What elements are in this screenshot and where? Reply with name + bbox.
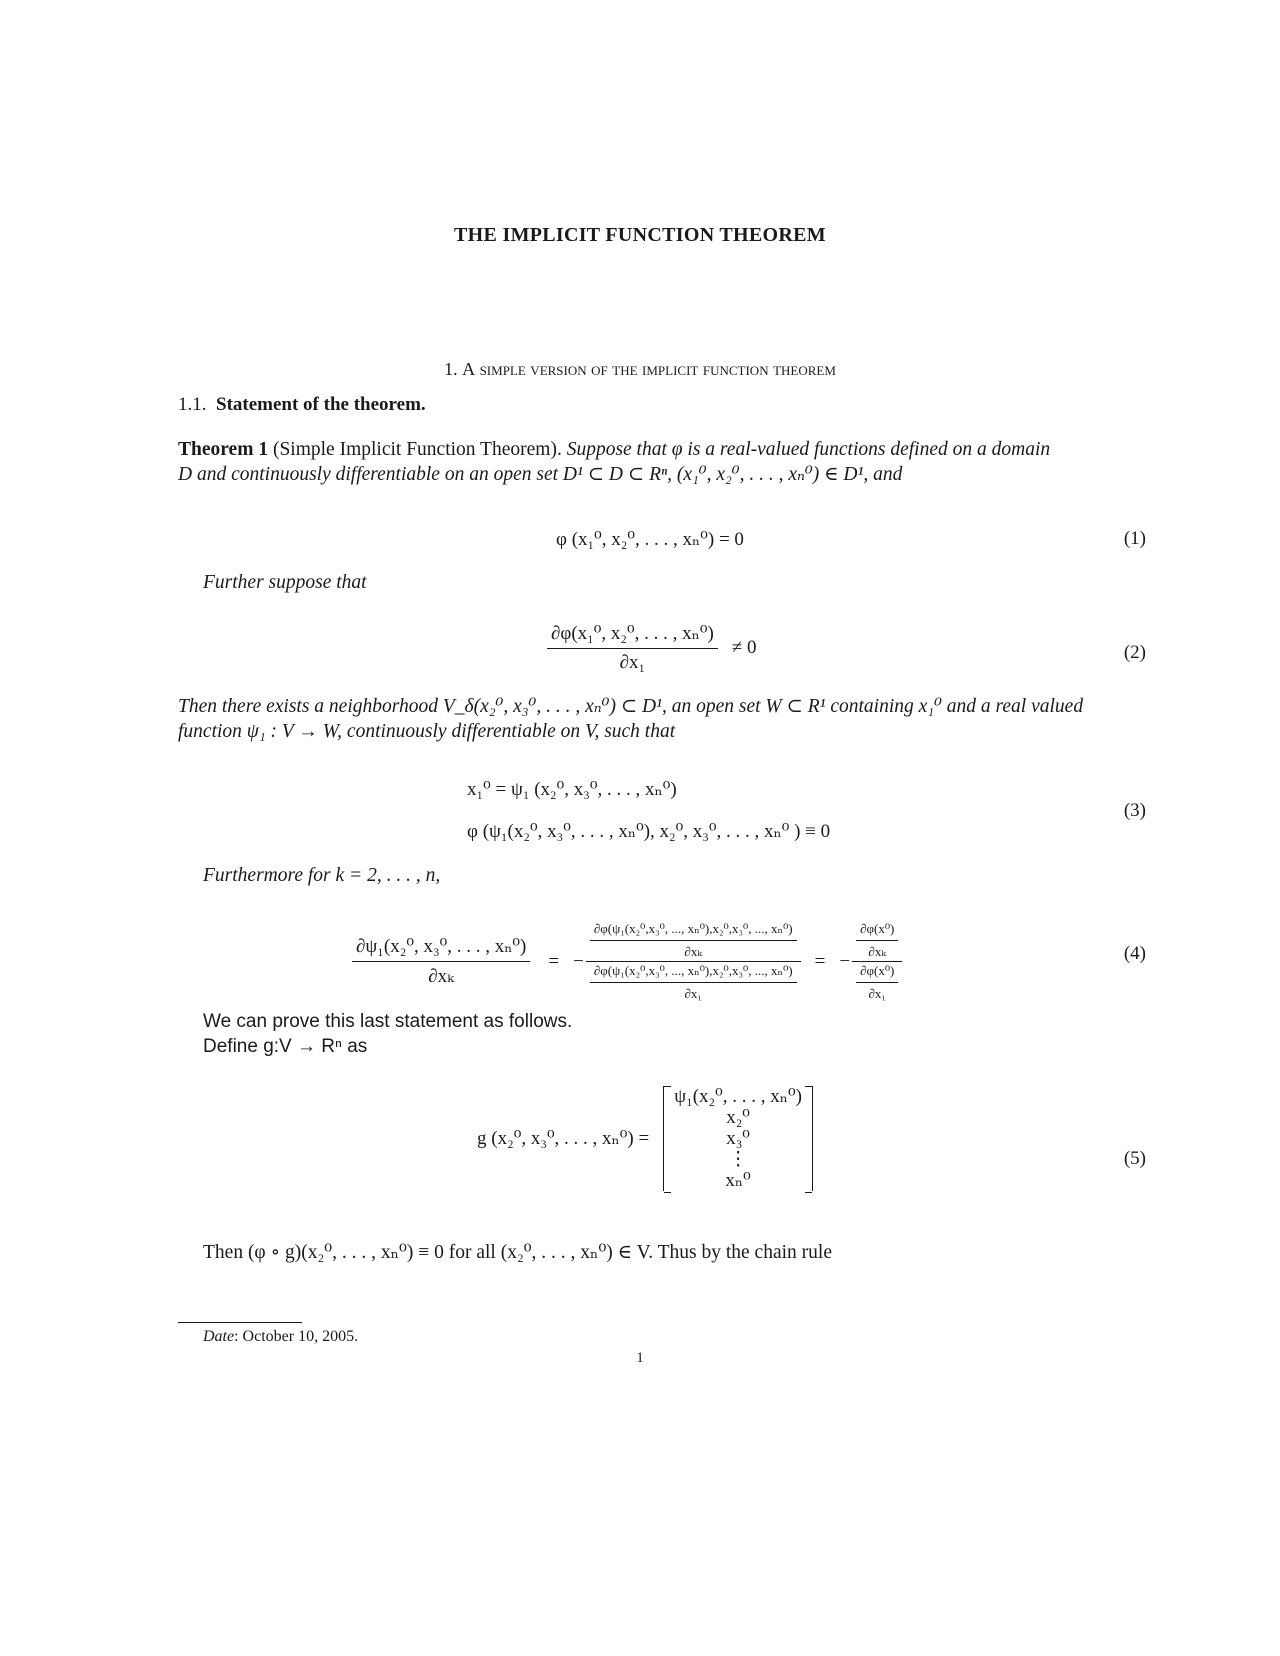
- matrix-entry: x₃⁰: [726, 1128, 750, 1149]
- equation-4-right-bottom: [856, 962, 898, 1002]
- equation-4-minus-2: −: [839, 950, 851, 972]
- section-heading: [0, 359, 1280, 380]
- equation-4-middle-top-numerator: ∂φ(ψ₁(x₂⁰,x₃⁰, ..., xₙ⁰),x₂⁰,x₃⁰, ..., xₙ⁰): [590, 921, 797, 941]
- equation-2-numerator: ∂φ(x₁⁰, x₂⁰, . . . , xₙ⁰): [547, 622, 718, 649]
- theorem-label: Theorem 1: [178, 439, 269, 460]
- equation-4-right-top-numerator: ∂φ(x⁰): [856, 921, 898, 941]
- equation-4-right-top-denominator: ∂xₖ: [868, 944, 887, 959]
- then-exists-statement: [178, 694, 1142, 744]
- equation-5: [477, 1086, 813, 1191]
- equation-5-lhs: g (x₂⁰, x₃⁰, . . . , xₙ⁰) =: [477, 1128, 650, 1149]
- subsection-number: 1.1.: [178, 394, 207, 415]
- equation-4-middle: [586, 921, 801, 1002]
- equation-2: [547, 622, 757, 674]
- theorem-name: (Simple Implicit Function Theorem).: [272, 439, 562, 460]
- matrix-entry: xₙ⁰: [725, 1170, 751, 1191]
- equation-4-lhs-numerator: ∂ψ₁(x₂⁰, x₃⁰, . . . , xₙ⁰): [352, 935, 530, 962]
- equation-4-middle-bottom-denominator: ∂x₁: [684, 986, 702, 1001]
- equation-3-line-1: x₁⁰ = ψ₁ (x₂⁰, x₃⁰, . . . , xₙ⁰): [467, 779, 677, 800]
- matrix-entry: ψ₁(x₂⁰, . . . , xₙ⁰): [674, 1086, 802, 1107]
- equation-3-number: (3): [1123, 800, 1146, 821]
- define-line: Define g:V → Rⁿ as: [203, 1036, 368, 1057]
- equation-1: φ (x₁⁰, x₂⁰, . . . , xₙ⁰) = 0: [556, 529, 744, 550]
- equation-3-line-2: φ (ψ₁(x₂⁰, x₃⁰, . . . , xₙ⁰), x₂⁰, x₃⁰, . . . , xₙ⁰ ) ≡ 0: [467, 821, 831, 842]
- equation-2-denominator: ∂x₁: [619, 652, 646, 673]
- then-text-1: Then there exists a neighborhood V_δ(x₂⁰, x₃⁰, . . . , xₙ⁰) ⊂ D¹, an open set W ⊂ R¹ containing x₁⁰ and a real valued: [178, 696, 1084, 717]
- equation-4-right-bottom-numerator: ∂φ(x⁰): [856, 963, 898, 983]
- matrix-entry: x₂⁰: [726, 1107, 750, 1128]
- equation-4-right-bottom-denominator: ∂x₁: [868, 986, 886, 1001]
- equation-4-middle-top-fraction: [590, 921, 797, 960]
- furthermore-line: Furthermore for k = 2, . . . , n,: [203, 865, 441, 886]
- equation-4-right-bottom-fraction: [856, 963, 898, 1002]
- theorem-text-1: Suppose that φ is a real-valued functions defined on a domain: [566, 439, 1051, 460]
- equation-2-rhs: ≠ 0: [731, 637, 757, 658]
- section-first-letter: A: [462, 359, 476, 379]
- then-text-2: function ψ₁ : V → W, continuously differentiable on V, such that: [178, 721, 676, 742]
- footnote-text: : October 10, 2005.: [234, 1328, 359, 1345]
- subsection-heading: [178, 394, 426, 416]
- theorem-statement: [178, 437, 1142, 487]
- equation-4-equals-1: =: [548, 950, 560, 972]
- equation-4-number: (4): [1123, 943, 1146, 964]
- equation-4-right-top-fraction: [856, 921, 898, 960]
- footnote: [203, 1328, 358, 1346]
- prove-line: We can prove this last statement as follows.: [203, 1011, 573, 1032]
- equation-4-middle-top: [586, 921, 801, 962]
- equation-4-equals-2: =: [814, 950, 826, 972]
- equation-4-middle-bottom-fraction: [590, 963, 797, 1002]
- further-suppose: Further suppose that: [203, 572, 367, 593]
- theorem-text-2: D and continuously differentiable on an open set D¹ ⊂ D ⊂ Rⁿ, (x₁⁰, x₂⁰, . . . , xₙ⁰) ∈ D¹, and: [178, 464, 903, 485]
- matrix-entry: ⋮: [728, 1149, 748, 1170]
- equation-2-number: (2): [1123, 642, 1146, 663]
- equation-4-minus-1: −: [573, 950, 584, 972]
- equation-4-lhs: [352, 935, 530, 988]
- equation-2-fraction: [547, 622, 718, 674]
- footnote-label: Date: [203, 1328, 235, 1345]
- equation-4-middle-bottom: [590, 962, 797, 1002]
- equation-4: [352, 921, 902, 1002]
- equation-4-middle-bottom-numerator: ∂φ(ψ₁(x₂⁰,x₃⁰, ..., xₙ⁰),x₂⁰,x₃⁰, ..., xₙ⁰): [590, 963, 797, 983]
- footnote-rule: [178, 1322, 302, 1323]
- section-title: simple version of the implicit function theorem: [479, 359, 836, 379]
- equation-5-number: (5): [1123, 1148, 1146, 1169]
- proof-intro: [203, 1009, 572, 1059]
- page-number: 1: [636, 1350, 644, 1366]
- equation-4-lhs-denominator: ∂xₖ: [428, 966, 455, 987]
- equation-4-right: [852, 921, 902, 1002]
- section-number: 1.: [444, 359, 458, 379]
- subsection-title: Statement of the theorem.: [216, 394, 426, 415]
- equation-1-number: (1): [1123, 528, 1146, 549]
- equation-4-right-top: [852, 921, 902, 962]
- chain-rule-line: Then (φ ∘ g)(x₂⁰, . . . , xₙ⁰) ≡ 0 for all (x₂⁰, . . . , xₙ⁰) ∈ V. Thus by the chain rule: [203, 1242, 832, 1263]
- page-title: THE IMPLICIT FUNCTION THEOREM: [454, 224, 826, 246]
- equation-4-middle-top-denominator: ∂xₖ: [684, 944, 703, 959]
- equation-5-matrix: [663, 1086, 813, 1191]
